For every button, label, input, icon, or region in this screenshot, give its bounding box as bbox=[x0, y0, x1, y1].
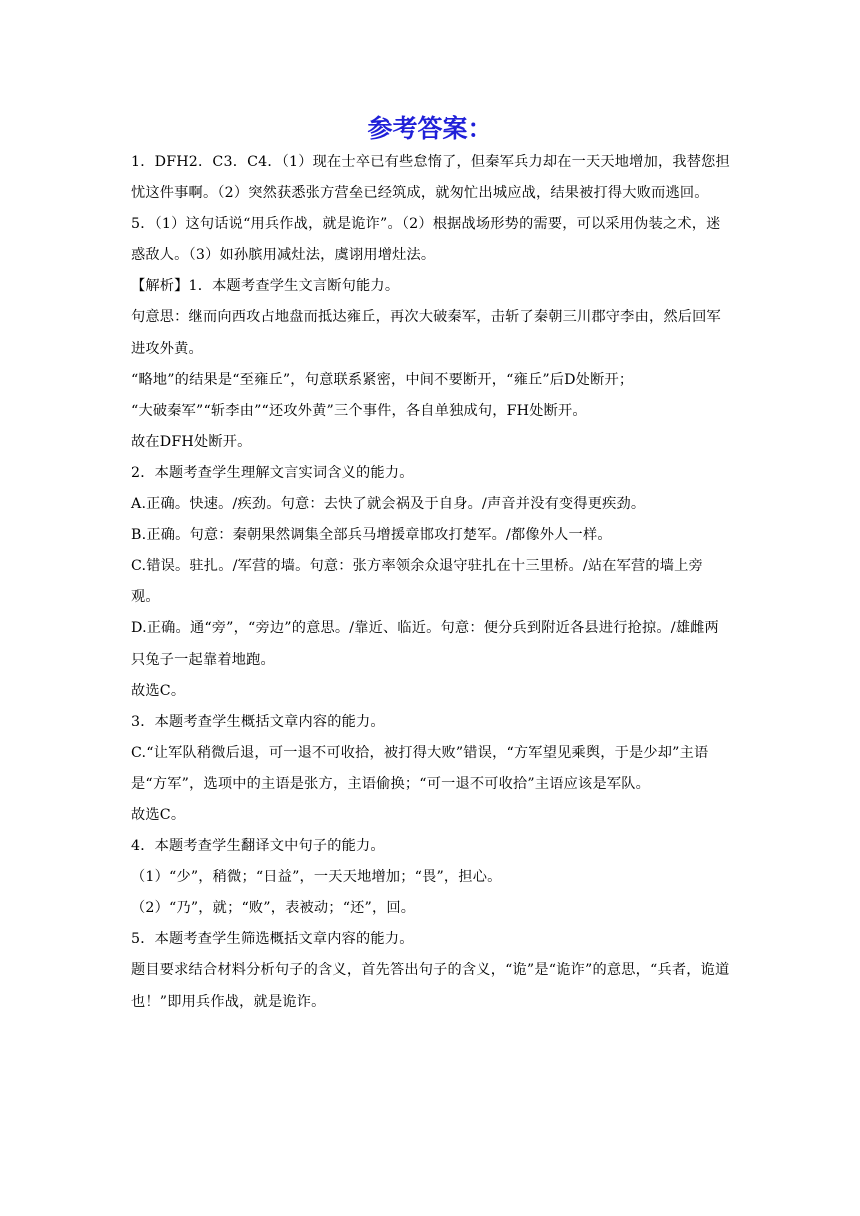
answer-paragraph: 故选C。 bbox=[131, 682, 186, 699]
answer-title: 参考答案： bbox=[367, 114, 493, 143]
answer-paragraph: A.正确。快速。/疾劲。句意：去快了就会祸及于自身。/声音并没有变得更疾劲。 bbox=[131, 496, 646, 513]
answer-paragraph: 2．本题考查学生理解文言实词含义的能力。 bbox=[131, 464, 414, 481]
answer-paragraph: 3．本题考查学生概括文章内容的能力。 bbox=[131, 713, 385, 730]
answer-paragraph: “略地”的结果是“至雍丘”，句意联系紧密，中间不要断开，“雍丘”后D处断开； bbox=[131, 371, 634, 388]
answer-paragraph: （2）“乃”，就；“败”，表被动；“还”，回。 bbox=[131, 900, 416, 917]
answer-paragraph: D.正确。通“旁”，“旁边”的意思。/靠近、临近。句意：便分兵到附近各县进行抢掠。/雄雌两只兔子一起靠着地跑。 bbox=[131, 620, 719, 668]
answer-paragraph: 4．本题考查学生翻译文中句子的能力。 bbox=[131, 838, 385, 855]
answer-paragraph: C.错误。驻扎。/军营的墙。句意：张方率领余众退守驻扎在十三里桥。/站在军营的墙上旁观。 bbox=[131, 558, 703, 606]
answer-paragraph: C.“让军队稍微后退，可一退不可收拾，被打得大败”错误，“方军望见乘舆，于是少却”主语是“方军”，选项中的主语是张方，主语偷换；“可一退不可收拾”主语应该是军队。 bbox=[131, 744, 709, 792]
answer-paragraph: 题目要求结合材料分析句子的含义，首先答出句子的含义，“诡”是“诡诈”的意思，“兵者，诡道也！”即用兵作战，就是诡诈。 bbox=[131, 962, 730, 1010]
answer-paragraph: B.正确。句意：秦朝果然调集全部兵马增援章邯攻打楚军。/都像外人一样。 bbox=[131, 527, 612, 544]
answer-paragraph: （1）“少”，稍微；“日益”，一天天地增加；“畏”，担心。 bbox=[131, 869, 502, 886]
answer-body bbox=[131, 147, 731, 1018]
answer-paragraph: 【解析】1．本题考查学生文言断句能力。 bbox=[131, 278, 400, 295]
answer-paragraph: 5．（1）这句话说“用兵作战，就是诡诈”。（2）根据战场形势的需要，可以采用伪装之术，迷惑敌人。（3）如孙膑用减灶法，虞诩用增灶法。 bbox=[131, 216, 721, 264]
answer-paragraph: 句意思：继而向西攻占地盘而抵达雍丘，再次大破秦军，击斩了秦朝三川郡守李由，然后回军进攻外黄。 bbox=[131, 309, 721, 357]
answer-paragraph: 故选C。 bbox=[131, 806, 186, 823]
answer-paragraph: 1．DFH2．C3．C4．（1）现在士卒已有些怠惰了，但秦军兵力却在一天天地增加，我替您担忧这件事啊。（2）突然获悉张方营垒已经筑成，就匆忙出城应战，结果被打得大败而逃回。 bbox=[131, 154, 730, 202]
answer-paragraph: 5．本题考查学生筛选概括文章内容的能力。 bbox=[131, 931, 414, 948]
answer-paragraph: 故在DFH处断开。 bbox=[131, 433, 252, 450]
answer-paragraph: “大破秦军”“斩李由”“还攻外黄”三个事件，各自单独成句，FH处断开。 bbox=[131, 402, 587, 419]
